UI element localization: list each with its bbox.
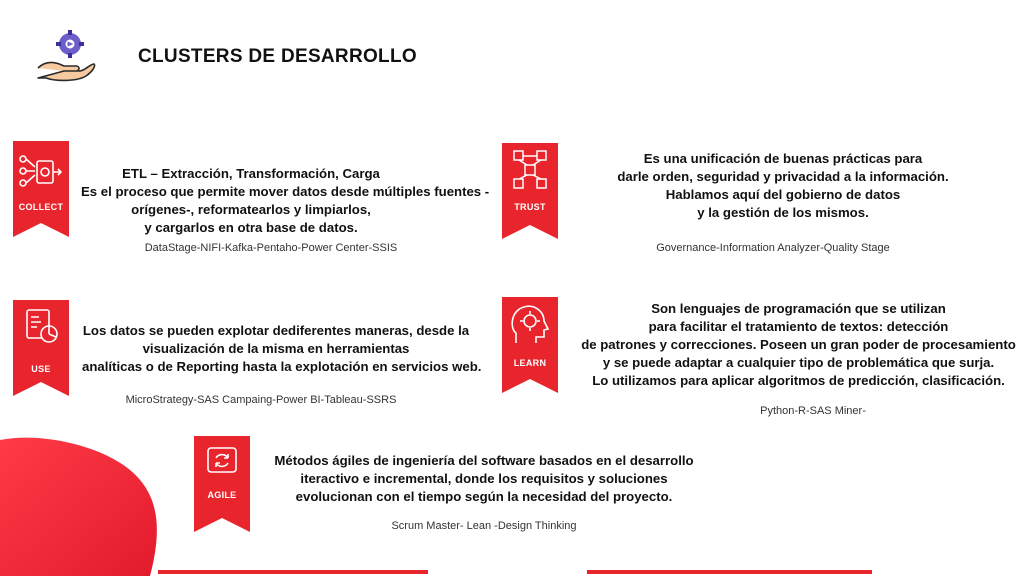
agile-line: iteractivo e incremental, donde los requisitos y soluciones — [300, 471, 668, 486]
trust-line: Hablamos aquí del gobierno de datos — [665, 187, 901, 202]
collect-badge-label: COLLECT — [18, 202, 64, 212]
agile-description — [268, 452, 700, 506]
trust-tools: Governance-Information Analyzer-Quality Stage — [656, 242, 890, 254]
trust-line: Es una unificación de buenas prácticas para — [643, 151, 923, 166]
use-tools: MicroStrategy-SAS Campaing-Power BI-Tableau-SSRS — [125, 394, 397, 406]
collect-line: ETL – Extracción, Transformación, Carga — [122, 166, 380, 181]
learn-tools: Python-R-SAS Miner- — [760, 405, 866, 417]
collect-line: orígenes-, reformatearlos y limpiarlos, — [131, 202, 371, 217]
trust-badge-label: TRUST — [514, 202, 546, 212]
use-line: visualización de la misma en herramientas — [142, 341, 410, 356]
logo-hand-gear-icon — [34, 28, 96, 84]
bottom-accent-bar — [587, 570, 872, 574]
trust-line: y la gestión de los mismos. — [697, 205, 869, 220]
learn-line: para facilitar el tratamiento de textos: detección — [648, 319, 949, 334]
learn-line: Son lenguajes de programación que se utilizan — [651, 301, 946, 316]
learn-line: de patrones y correcciones. Poseen un gran poder de procesamiento — [581, 337, 1016, 352]
use-line: Los datos se pueden explotar dediferentes maneras, desde la — [82, 323, 470, 338]
use-description — [82, 322, 482, 376]
agile-line: Métodos ágiles de ingeniería del software basados en el desarrollo — [274, 453, 694, 468]
agile-badge — [194, 436, 250, 532]
learn-description — [576, 300, 1021, 390]
trust-description — [588, 150, 978, 222]
use-line: analíticas o de Reporting hasta la explotación en servicios web. — [82, 359, 482, 374]
learn-line: y se puede adaptar a cualquier tipo de problemática que surja. — [602, 355, 995, 370]
use-badge-label: USE — [31, 364, 51, 374]
page-title: CLUSTERS DE DESARROLLO — [138, 46, 417, 67]
collect-line: y cargarlos en otra base de datos. — [144, 220, 358, 235]
learn-badge-label: LEARN — [513, 358, 547, 368]
agile-tools: Scrum Master- Lean -Design Thinking — [391, 520, 577, 532]
trust-badge — [502, 143, 558, 239]
agile-line: evolucionan con el tiempo según la necesidad del proyecto. — [295, 489, 673, 504]
use-badge — [13, 300, 69, 396]
collect-tools: DataStage-NIFI-Kafka-Pentaho-Power Center-SSIS — [144, 242, 398, 254]
bottom-accent-bar — [158, 570, 428, 574]
trust-line: darle orden, seguridad y privacidad a la información. — [617, 169, 949, 184]
learn-badge — [502, 297, 558, 393]
learn-line: Lo utilizamos para aplicar algoritmos de predicción, clasificación. — [592, 373, 1005, 388]
collect-line: Es el proceso que permite mover datos desde múltiples fuentes - — [81, 184, 490, 199]
agile-badge-label: AGILE — [207, 490, 237, 500]
collect-description — [81, 165, 490, 237]
collect-badge — [13, 141, 69, 237]
